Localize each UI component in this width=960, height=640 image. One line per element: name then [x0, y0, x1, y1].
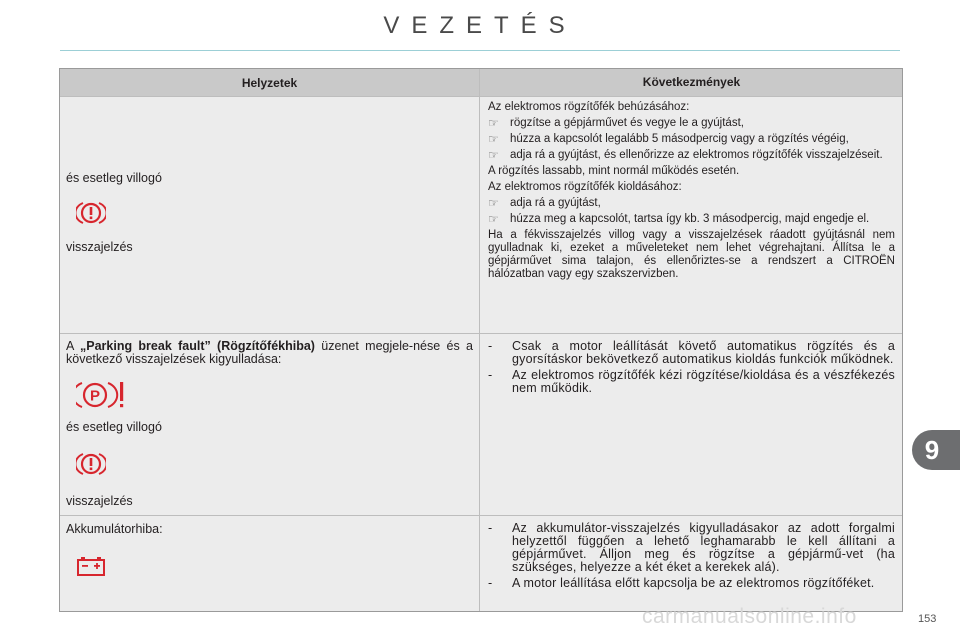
table-row: [60, 333, 902, 515]
brake-system-warning-icon: [76, 200, 106, 226]
row2-left-message: A „Parking break fault” (Rögzítőfékhiba) üzenet megjele-nése és a következő visszajelzések kigyulladása:: [66, 339, 474, 366]
row2-left-text-mid: és esetleg villogó: [66, 420, 162, 434]
brake-system-warning-icon: [76, 451, 106, 477]
parking-brake-fault-icon: [76, 379, 132, 411]
row1-para-3: Az elektromos rögzítőfék kioldásához:: [488, 181, 682, 193]
page-title: VEZETÉS: [383, 12, 577, 39]
pointing-hand-icon: ☞: [488, 148, 499, 162]
pointing-hand-icon: ☞: [488, 116, 499, 130]
row1-para-1: Az elektromos rögzítőfék behúzásához:: [488, 101, 690, 113]
list-item: ☞ húzza meg a kapcsolót, tartsa így kb. 3 másodpercig, majd engedje el.: [488, 212, 870, 226]
parking-brake-fault-message: „Parking break fault” (Rögzítőfékhiba): [79, 339, 315, 353]
list-item: - Az elektromos rögzítőfék kézi rögzítése/kioldása és a vészfékezés nem működik.: [488, 368, 895, 395]
info-table: [59, 68, 903, 612]
pointing-hand-icon: ☞: [488, 132, 499, 146]
row2-left-text-end: visszajelzés: [66, 494, 133, 508]
chapter-number: 9: [924, 435, 940, 465]
pointing-hand-icon: ☞: [488, 196, 499, 210]
list-item: - Az akkumulátor-visszajelzés kigyulladásakor az adott forgalmi helyzettől függően a lehető leghamarabb le kell állítani a gépjárművet. Álljon meg és rögzítse a gépjármű-vet (ha szükséges, helyezze a két éket a kerekek alá).: [488, 521, 895, 574]
row3-left-text: Akkumulátorhiba:: [66, 522, 163, 536]
list-item: ☞ adja rá a gyújtást,: [488, 196, 601, 210]
list-item: - A motor leállítása előtt kapcsolja be az elektromos rögzítőféket.: [488, 576, 875, 590]
row1-left-text-1: és esetleg villogó: [66, 171, 162, 185]
table-row: [60, 96, 902, 333]
pointing-hand-icon: ☞: [488, 212, 499, 226]
header-situations: Helyzetek: [60, 69, 480, 96]
table-header-row: [60, 69, 902, 96]
list-item: ☞ rögzítse a gépjárművet és vegye le a gyújtást,: [488, 116, 744, 130]
list-item: ☞ adja rá a gyújtást, és ellenőrizze az elektromos rögzítőfék visszajelzéseit.: [488, 148, 883, 162]
row1-para-2: A rögzítés lassabb, mint normál működés esetén.: [488, 165, 740, 177]
row1-left-text-2: visszajelzés: [66, 240, 133, 254]
table-row: [60, 515, 902, 611]
battery-warning-icon: [76, 555, 106, 577]
svg-text:P: P: [89, 387, 101, 405]
watermark: carmanualsonline.info: [642, 605, 857, 628]
page-number: 153: [918, 613, 937, 625]
list-item: - Csak a motor leállítását követő automatikus rögzítés és a gyorsításkor bekövetkező automatikus kioldás funkciók működnek.: [488, 339, 895, 366]
title-divider: [60, 50, 900, 51]
list-item: ☞ húzza a kapcsolót legalább 5 másodpercig vagy a rögzítés végéig,: [488, 132, 849, 146]
header-consequences: Következmények: [642, 75, 741, 89]
row1-para-4: Ha a fékvisszajelzés villog vagy a visszajelzések ráadott gyújtásnál nem gyulladnak ki, ezeket a műveleteket nem lehet végrehajtani. Állítsa le a gépjárművet sima talajon, és ellenőriztes-se a rendszert a CITROËN hálózatban vagy egy szakszervizben.: [488, 229, 895, 280]
